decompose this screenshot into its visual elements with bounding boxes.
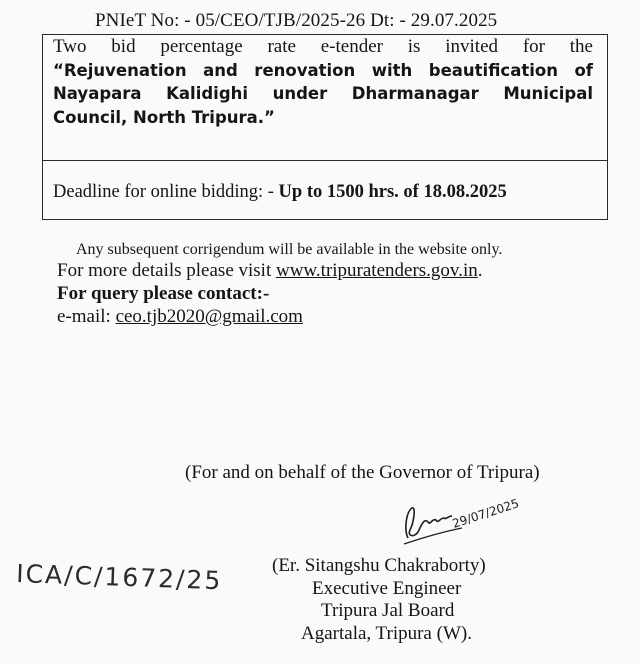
- more-details-suffix: .: [477, 260, 483, 281]
- tender-details-box: [42, 34, 608, 220]
- notice-number: PNIeT No: - 05/CEO/TJB/2025-26 Dt: - 29.07.2025: [95, 10, 498, 31]
- signature-date: 29/07/2025: [450, 496, 521, 531]
- signatory-designation: Executive Engineer: [312, 577, 462, 599]
- signatory-block: [272, 555, 486, 645]
- on-behalf-line: (For and on behalf of the Governor of Tripura): [185, 462, 540, 483]
- handwritten-signature: [392, 488, 542, 548]
- deadline-value: Up to 1500 hrs. of 18.08.2025: [278, 182, 507, 202]
- tender-intro-line: Two bid percentage rate e-tender is invited for the: [53, 36, 593, 57]
- work-name-line-2: Nayapara Kalidighi under Dharmanagar Municipal: [53, 84, 593, 103]
- email-line: [57, 306, 303, 328]
- bidding-deadline: [53, 182, 507, 203]
- more-details-line: [57, 260, 482, 282]
- email-label: e-mail:: [57, 306, 116, 327]
- signatory-location: Agartala, Tripura (W).: [301, 622, 472, 644]
- email-link[interactable]: ceo.tjb2020@gmail.com: [115, 306, 303, 327]
- tender-description: [53, 35, 593, 129]
- work-name-line-3: Council, North Tripura.”: [53, 107, 275, 127]
- corrigendum-note: Any subsequent corrigendum will be available in the website only.: [76, 241, 503, 258]
- more-details-prefix: For more details please visit: [57, 260, 276, 281]
- handwritten-reference: [10, 548, 270, 598]
- deadline-label: Deadline for online bidding: -: [53, 182, 279, 202]
- query-heading: For query please contact:-: [57, 283, 270, 304]
- signatory-name: (Er. Sitangshu Chakraborty): [272, 555, 486, 576]
- reference-number: ICA/C/1672/25: [15, 559, 223, 596]
- box-divider: [43, 160, 607, 161]
- signatory-organization: Tripura Jal Board: [321, 600, 455, 621]
- work-name-line-1: “Rejuvenation and renovation with beautification of: [53, 60, 593, 80]
- website-link[interactable]: www.tripuratenders.gov.in: [275, 260, 478, 281]
